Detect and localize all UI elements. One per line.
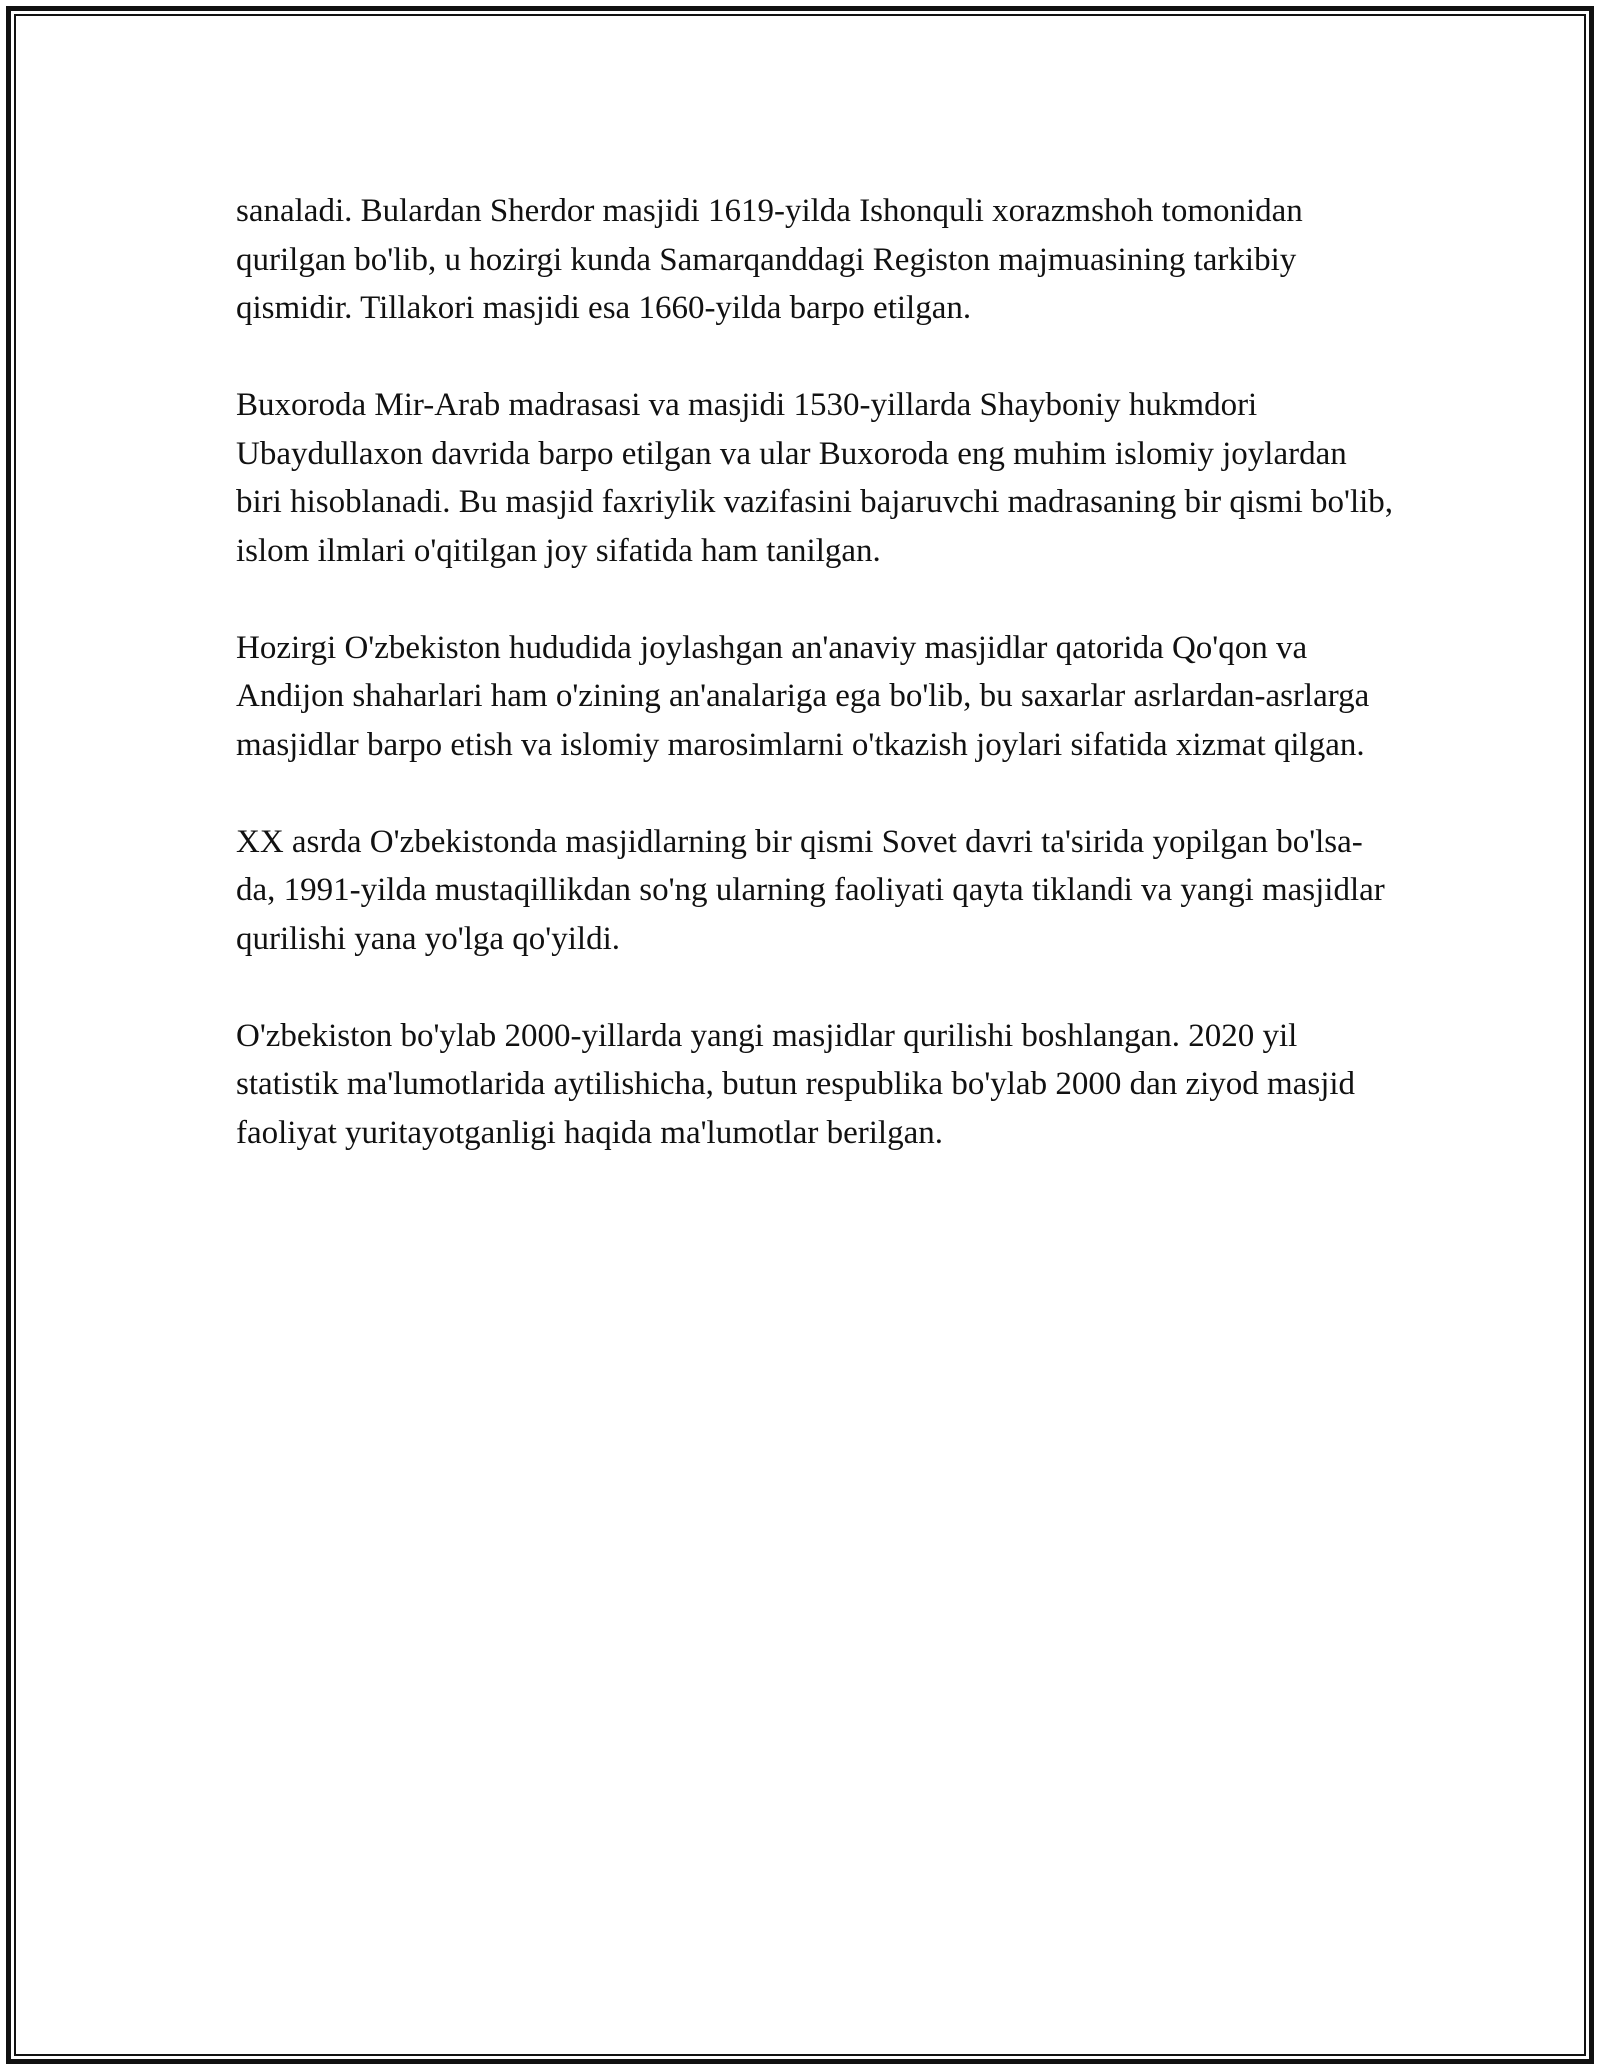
paragraph-3: Hozirgi O'zbekiston hududida joylashgan an'anaviy masjidlar qatorida Qo'qon va Andijon shaharlari ham o'zining an'analariga ega bo'lib, bu saxarlar asrlardan-asrlarga masjidlar barpo etish va islomiy marosimlarni o'tkazish joylari sifatida xizmat qilgan. — [236, 629, 1370, 763]
paragraph-5: O'zbekiston bo'ylab 2000-yillarda yangi masjidlar qurilishi boshlangan. 2020 yil statistik ma'lumotlarida aytilishicha, butun respublika bo'ylab 2000 dan ziyod masjid faoliyat yuritayotganligi haqida ma'lumotlar berilgan. — [236, 1017, 1356, 1151]
paragraph-2: Buxoroda Mir-Arab madrasasi va masjidi 1530-yillarda Shayboniy hukmdori Ubaydullaxon davrida barpo etilgan va ular Buxoroda eng muhim islomiy joylardan biri hisoblanadi. Bu masjid faxriylik vazifasini bajaruvchi madrasaning bir qismi bo'lib, islom ilmlari o'qitilgan joy sifatida ham tanilgan. — [236, 387, 1394, 569]
document-body — [236, 187, 1396, 1206]
paragraph-1: sanaladi. Bulardan Sherdor masjidi 1619-yilda Ishonquli xorazmshoh tomonidan qurilgan bo'lib, u hozirgi kunda Samarqanddagi Registon majmuasining tarkibiy qismidir. Tillakori masjidi esa 1660-yilda barpo etilgan. — [236, 193, 1303, 326]
paragraph-4: XX asrda O'zbekistonda masjidlarning bir qismi Sovet davri ta'sirida yopilgan bo'lsa-da, 1991-yilda mustaqillikdan so'ng ularning faoliyati qayta tiklandi va yangi masjidlar qurilishi yana yo'lga qo'yildi. — [236, 823, 1385, 957]
